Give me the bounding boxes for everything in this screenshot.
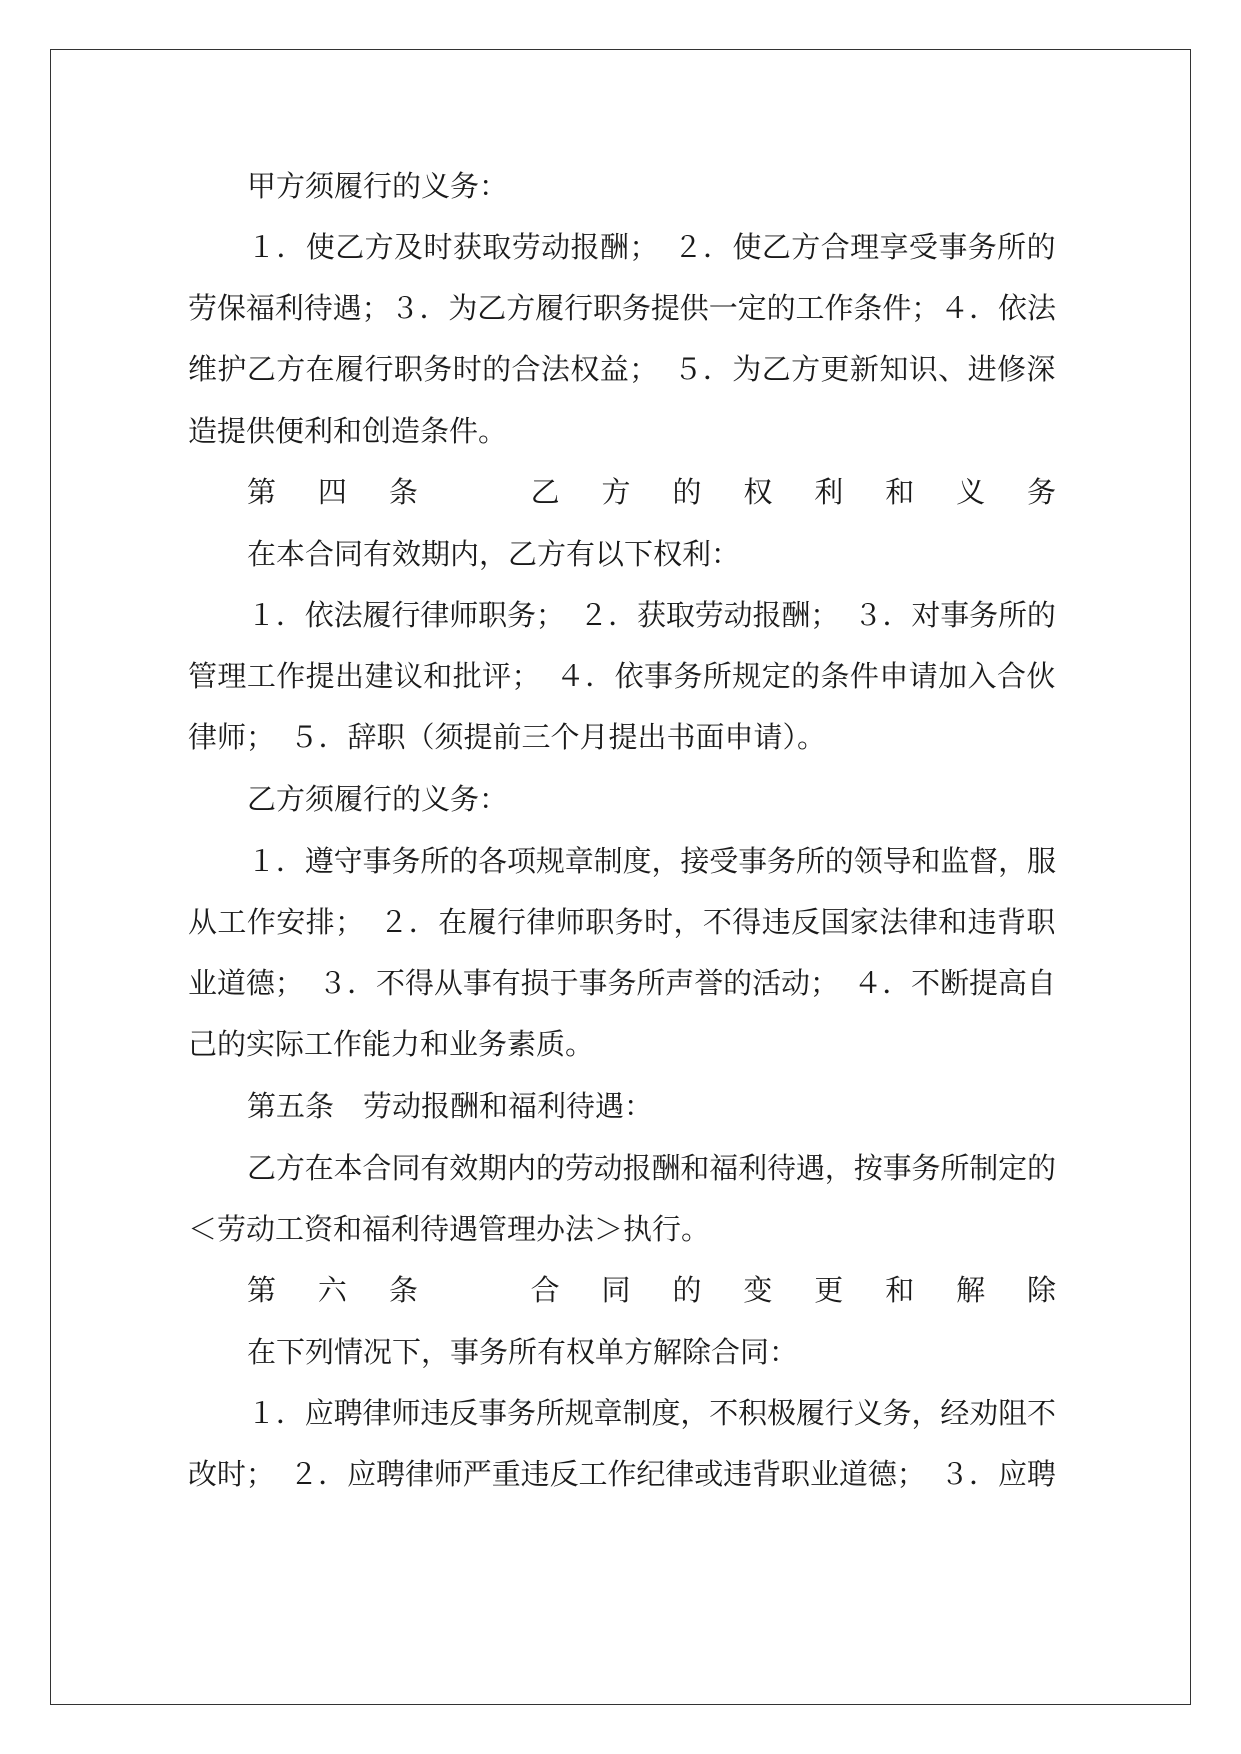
text-line: 劳保福利待遇；３．为乙方履行职务提供一定的工作条件；４．依法 — [188, 291, 1056, 325]
text-line: 管理工作提出建议和批评； ４．依事务所规定的条件申请加入合伙 — [188, 659, 1056, 693]
text-line: 业道德； ３．不得从事有损于事务所声誉的活动； ４．不断提高自 — [188, 966, 1056, 1000]
text-line: １．应聘律师违反事务所规章制度，不积极履行义务，经劝阻不 — [247, 1396, 1056, 1430]
text-line: ＜劳动工资和福利待遇管理办法＞执行。 — [188, 1212, 711, 1246]
text-line: 己的实际工作能力和业务素质。 — [188, 1027, 595, 1061]
text-line: 改时； ２．应聘律师严重违反工作纪律或违背职业道德； ３．应聘 — [188, 1457, 1056, 1491]
text-line: 甲方须履行的义务： — [247, 169, 509, 203]
text-line: 乙方在本合同有效期内的劳动报酬和福利待遇，按事务所制定的 — [247, 1151, 1056, 1185]
text-line: 维护乙方在履行职务时的合法权益； ５．为乙方更新知识、进修深 — [188, 352, 1056, 386]
text-line: １．使乙方及时获取劳动报酬； ２．使乙方合理享受事务所的 — [247, 230, 1056, 264]
section-heading: 第五条 劳动报酬和福利待遇： — [247, 1089, 654, 1123]
text-line: 在本合同有效期内，乙方有以下权利： — [247, 537, 741, 571]
text-line: １．遵守事务所的各项规章制度，接受事务所的领导和监督，服 — [247, 844, 1056, 878]
text-line: 在下列情况下，事务所有权单方解除合同： — [247, 1335, 799, 1369]
section-heading: 第六条 合同的变更和解除 — [247, 1273, 1098, 1307]
text-line: 律师； ５．辞职（须提前三个月提出书面申请）。 — [188, 720, 827, 754]
text-line: 乙方须履行的义务： — [247, 782, 509, 816]
text-line: 造提供便利和创造条件。 — [188, 414, 508, 448]
section-heading: 第四条 乙方的权利和义务 — [247, 475, 1098, 509]
text-line: １．依法履行律师职务； ２．获取劳动报酬； ３．对事务所的 — [247, 598, 1056, 632]
text-line: 从工作安排； ２．在履行律师职务时，不得违反国家法律和违背职 — [188, 905, 1056, 939]
